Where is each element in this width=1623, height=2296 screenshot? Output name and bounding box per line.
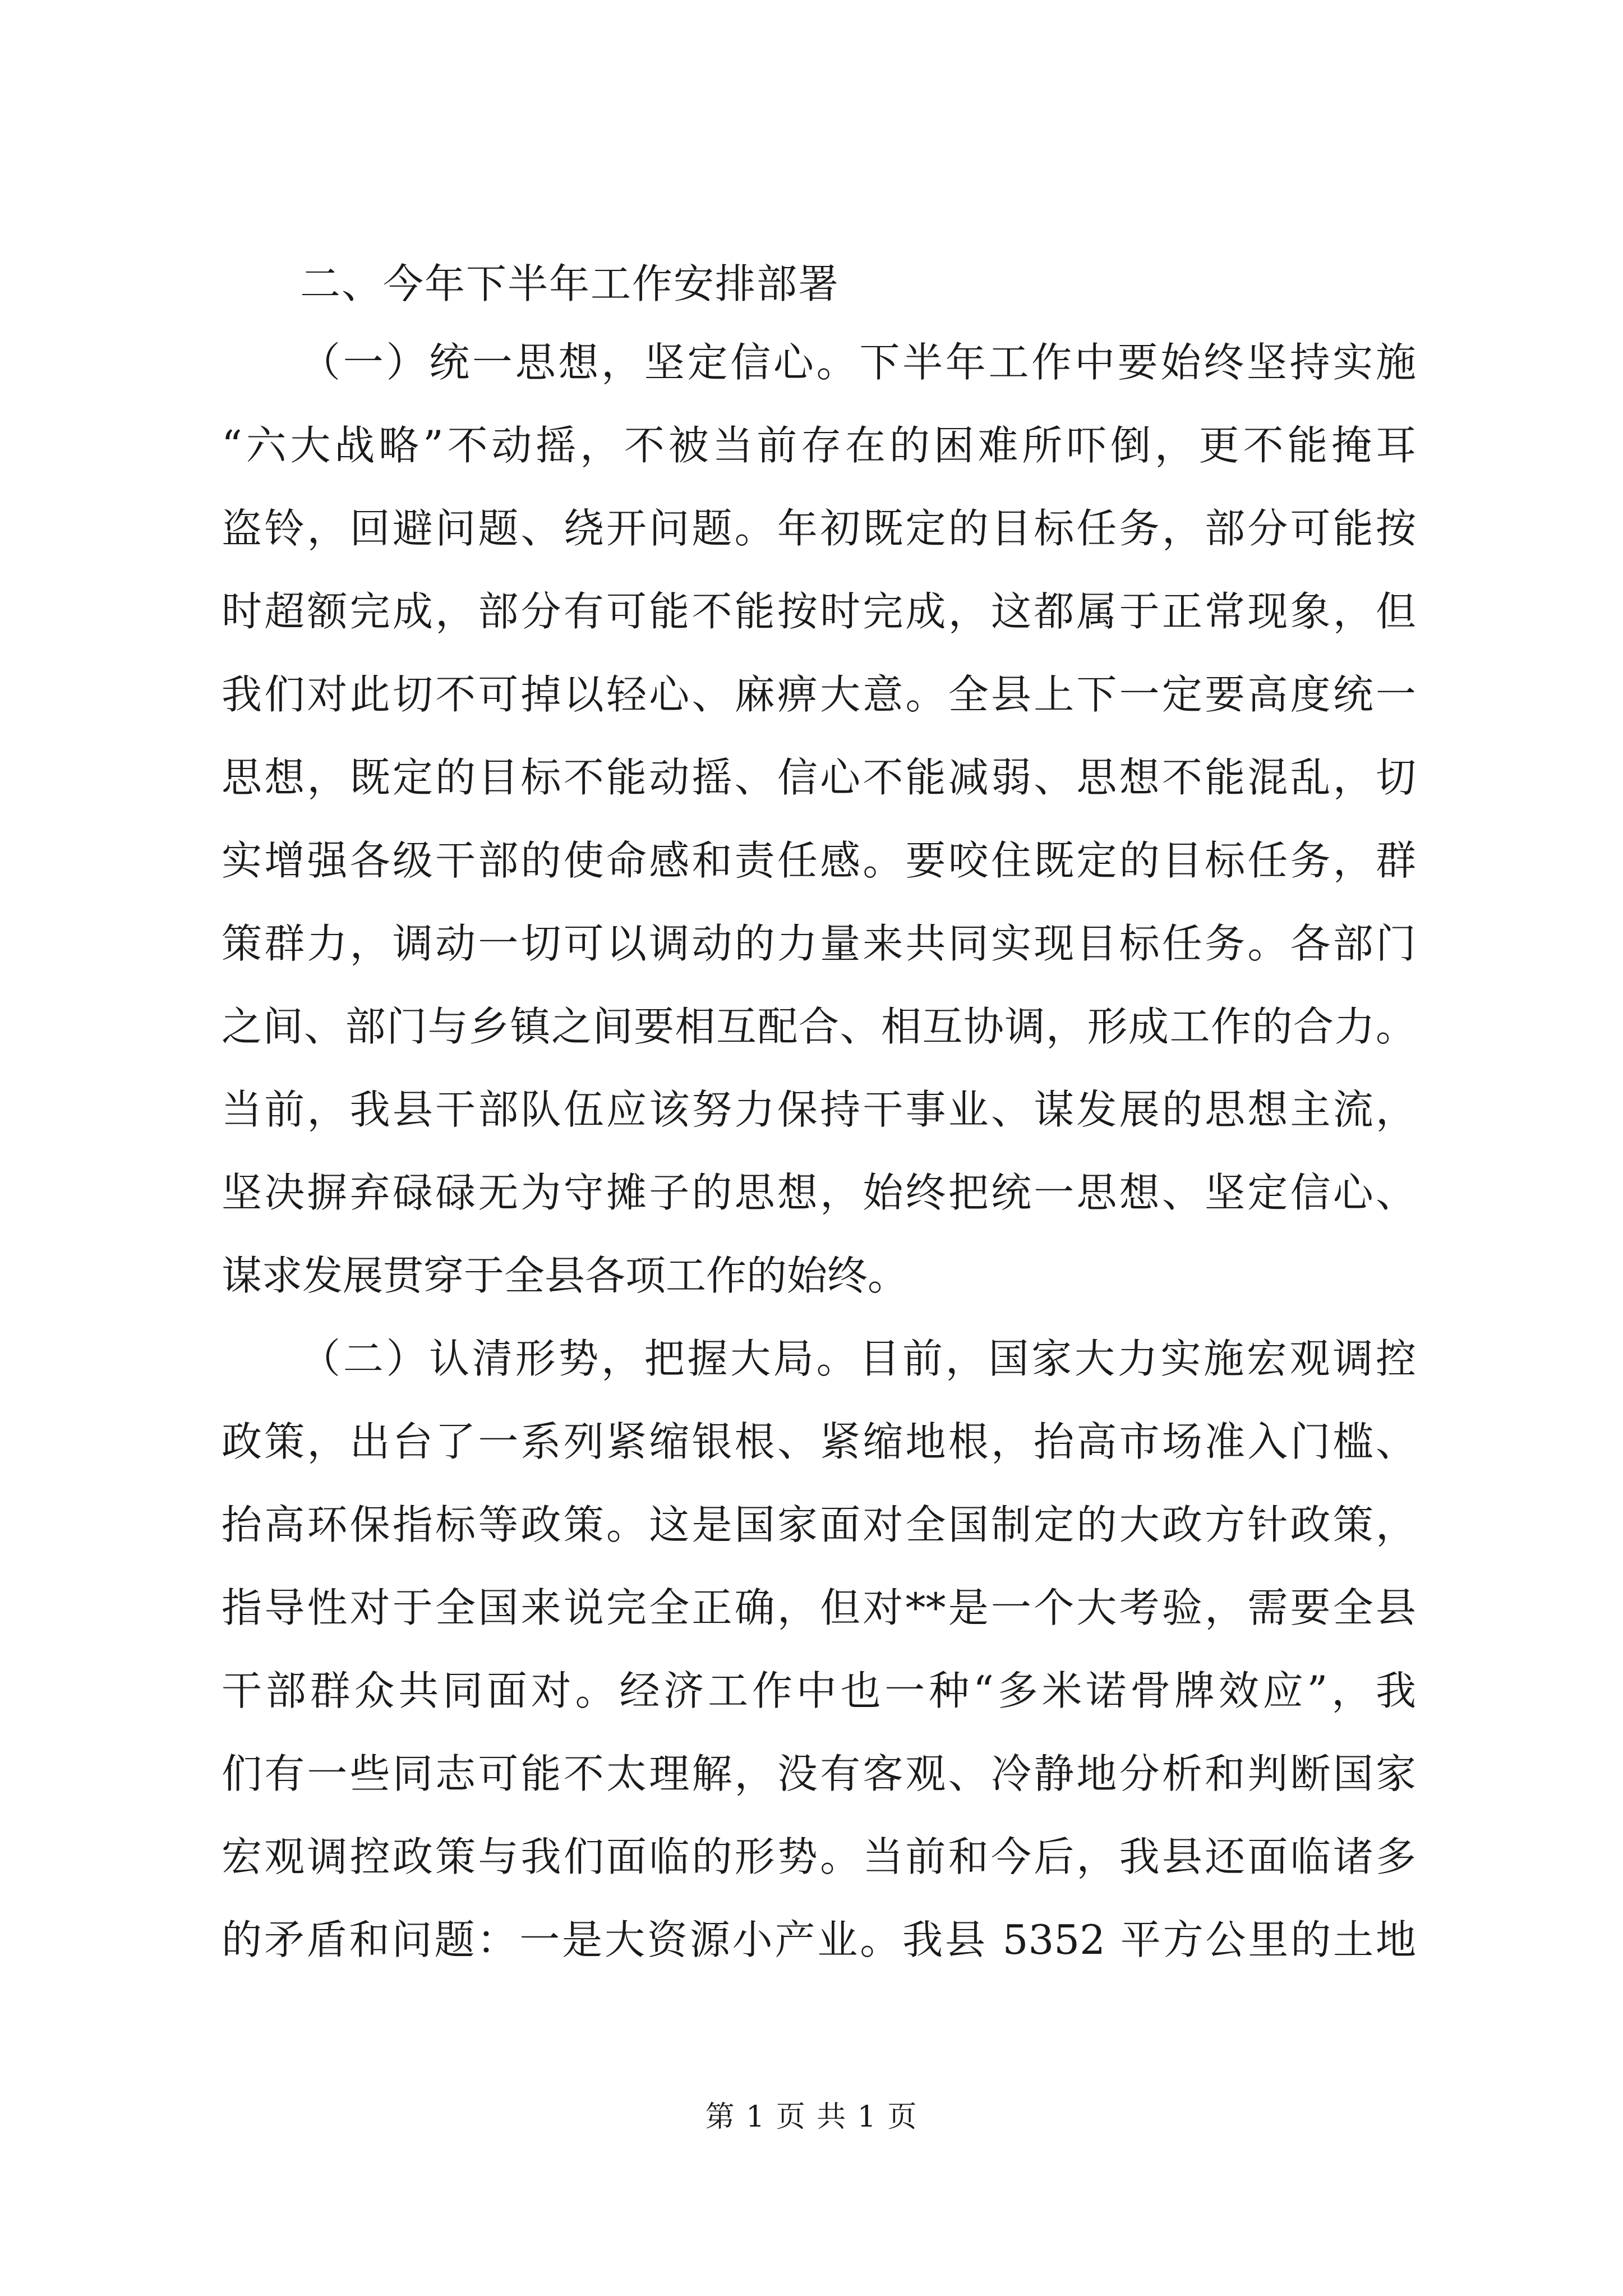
- paragraph-line: （一）统一思想，坚定信心。下半年工作中要始终坚持实施: [300, 339, 1416, 386]
- paragraph-line: 谋求发展贯穿于全县各项工作的始终。: [222, 1252, 909, 1299]
- paragraph-line: 盗铃，回避问题、绕开问题。年初既定的目标任务，部分可能按: [222, 505, 1416, 552]
- paragraph-line: 策群力，调动一切可以调动的力量来共同实现目标任务。各部门: [222, 920, 1416, 967]
- document-body: [222, 260, 1416, 2003]
- paragraph-line: 抬高环保指标等政策。这是国家面对全国制定的大政方针政策，: [222, 1501, 1416, 1548]
- paragraph-line: 的矛盾和问题：一是大资源小产业。我县 5352 平方公里的土地: [222, 1916, 1416, 1963]
- paragraph-line: 之间、部门与乡镇之间要相互配合、相互协调，形成工作的合力。: [222, 1003, 1416, 1050]
- section-heading: 二、今年下半年工作安排部署: [300, 260, 840, 307]
- paragraph-line: 们有一些同志可能不太理解，没有客观、冷静地分析和判断国家: [222, 1750, 1416, 1797]
- paragraph-understand-situation: [222, 1335, 1416, 2003]
- paragraph-line: 指导性对于全国来说完全正确，但对**是一个大考验，需要全县: [222, 1584, 1416, 1631]
- paragraph-line: 干部群众共同面对。经济工作中也一种“多米诺骨牌效应”，我: [222, 1667, 1416, 1714]
- paragraph-line: 时超额完成，部分有可能不能按时完成，这都属于正常现象，但: [222, 588, 1416, 635]
- paragraph-line: 政策，出台了一系列紧缩银根、紧缩地根，抬高市场准入门槛、: [222, 1418, 1416, 1465]
- paragraph-line: 宏观调控政策与我们面临的形势。当前和今后，我县还面临诸多: [222, 1833, 1416, 1880]
- paragraph-unify-thinking: [222, 339, 1416, 1338]
- paragraph-line: “六大战略”不动摇，不被当前存在的困难所吓倒，更不能掩耳: [222, 422, 1416, 469]
- paragraph-line: 当前，我县干部队伍应该努力保持干事业、谋发展的思想主流，: [222, 1086, 1416, 1133]
- paragraph-line: 我们对此切不可掉以轻心、麻痹大意。全县上下一定要高度统一: [222, 671, 1416, 718]
- paragraph-line: 坚决摒弃碌碌无为守摊子的思想，始终把统一思想、坚定信心、: [222, 1169, 1416, 1216]
- paragraph-line: 实增强各级干部的使命感和责任感。要咬住既定的目标任务，群: [222, 837, 1416, 884]
- paragraph-line: （二）认清形势，把握大局。目前，国家大力实施宏观调控: [300, 1335, 1416, 1382]
- page-number-footer: 第 1 页 共 1 页: [705, 2100, 918, 2134]
- paragraph-line: 思想，既定的目标不能动摇、信心不能减弱、思想不能混乱，切: [222, 754, 1416, 801]
